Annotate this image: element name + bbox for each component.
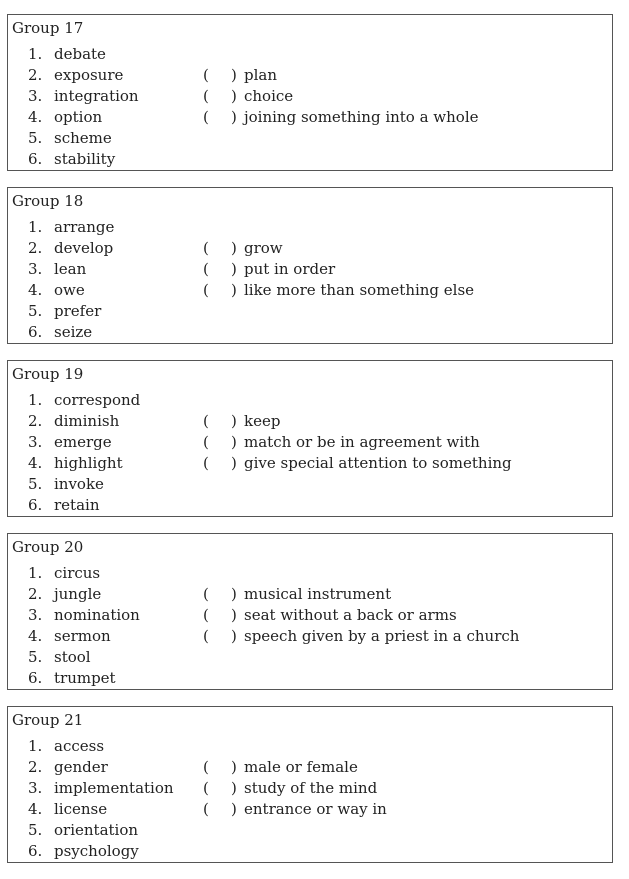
item-number: 5. [28, 302, 43, 320]
definition-text: choice [244, 87, 294, 105]
answer-blank-close-paren: ) [231, 779, 237, 797]
answer-blank-open-paren: ( [203, 87, 209, 105]
answer-blank-close-paren: ) [231, 758, 237, 776]
vocab-word: lean [54, 260, 87, 278]
vocab-word: psychology [54, 842, 139, 860]
word-row [8, 432, 612, 453]
vocab-word: access [54, 737, 105, 755]
answer-blank-open-paren: ( [203, 627, 209, 645]
group-box [7, 533, 613, 690]
word-row [8, 605, 612, 626]
word-row [8, 322, 612, 343]
word-row [8, 128, 612, 149]
group-box [7, 706, 613, 863]
item-number: 2. [28, 758, 43, 776]
word-row [8, 411, 612, 432]
word-row [8, 238, 612, 259]
vocab-word: stool [54, 648, 91, 666]
answer-blank-close-paren: ) [231, 454, 237, 472]
word-row [8, 301, 612, 322]
word-row [8, 841, 612, 862]
definition-text: plan [244, 66, 278, 84]
vocab-word: develop [54, 239, 114, 257]
word-row [8, 495, 612, 516]
group-title: Group 18 [12, 192, 84, 210]
definition-text: like more than something else [244, 281, 475, 299]
item-number: 5. [28, 821, 43, 839]
group-box [7, 14, 613, 171]
vocab-word: retain [54, 496, 100, 514]
item-number: 5. [28, 475, 43, 493]
answer-blank-open-paren: ( [203, 108, 209, 126]
item-number: 6. [28, 323, 43, 341]
answer-blank-close-paren: ) [231, 412, 237, 430]
word-row [8, 280, 612, 301]
word-row [8, 217, 612, 238]
item-number: 4. [28, 108, 43, 126]
item-number: 2. [28, 239, 43, 257]
vocab-word: correspond [54, 391, 141, 409]
vocab-word: highlight [54, 454, 123, 472]
item-number: 2. [28, 412, 43, 430]
item-number: 5. [28, 129, 43, 147]
word-row [8, 149, 612, 170]
vocab-word: integration [54, 87, 139, 105]
answer-blank-close-paren: ) [231, 585, 237, 603]
item-number: 4. [28, 800, 43, 818]
answer-blank-open-paren: ( [203, 260, 209, 278]
item-number: 6. [28, 842, 43, 860]
answer-blank-close-paren: ) [231, 606, 237, 624]
item-number: 2. [28, 66, 43, 84]
word-row [8, 647, 612, 668]
vocab-word: orientation [54, 821, 139, 839]
word-row [8, 757, 612, 778]
definition-text: musical instrument [244, 585, 392, 603]
vocab-word: exposure [54, 66, 124, 84]
group-box [7, 187, 613, 344]
item-number: 1. [28, 45, 43, 63]
word-row [8, 668, 612, 689]
answer-blank-open-paren: ( [203, 800, 209, 818]
item-number: 6. [28, 150, 43, 168]
vocab-word: stability [54, 150, 116, 168]
word-row [8, 390, 612, 411]
answer-blank-open-paren: ( [203, 66, 209, 84]
group-title: Group 21 [12, 711, 84, 729]
definition-text: match or be in agreement with [244, 433, 480, 451]
word-row [8, 626, 612, 647]
answer-blank-close-paren: ) [231, 239, 237, 257]
item-number: 3. [28, 260, 43, 278]
word-row [8, 453, 612, 474]
word-row [8, 799, 612, 820]
item-number: 4. [28, 454, 43, 472]
group-box [7, 360, 613, 517]
vocab-word: prefer [54, 302, 102, 320]
vocab-word: owe [54, 281, 85, 299]
word-row [8, 584, 612, 605]
word-row [8, 259, 612, 280]
word-row [8, 107, 612, 128]
vocab-word: circus [54, 564, 101, 582]
answer-blank-open-paren: ( [203, 412, 209, 430]
definition-text: put in order [244, 260, 336, 278]
item-number: 3. [28, 433, 43, 451]
word-row [8, 86, 612, 107]
definition-text: joining something into a whole [244, 108, 479, 126]
definition-text: seat without a back or arms [244, 606, 457, 624]
item-number: 6. [28, 669, 43, 687]
definition-text: give special attention to something [244, 454, 512, 472]
vocab-word: nomination [54, 606, 140, 624]
vocab-word: diminish [54, 412, 120, 430]
definition-text: grow [244, 239, 283, 257]
answer-blank-open-paren: ( [203, 433, 209, 451]
definition-text: speech given by a priest in a church [244, 627, 520, 645]
definition-text: study of the mind [244, 779, 378, 797]
item-number: 1. [28, 737, 43, 755]
answer-blank-close-paren: ) [231, 260, 237, 278]
vocab-word: gender [54, 758, 108, 776]
item-number: 3. [28, 779, 43, 797]
vocab-word: invoke [54, 475, 104, 493]
vocab-word: debate [54, 45, 106, 63]
item-number: 4. [28, 627, 43, 645]
vocab-word: jungle [54, 585, 102, 603]
definition-text: male or female [244, 758, 358, 776]
group-title: Group 20 [12, 538, 84, 556]
vocab-word: emerge [54, 433, 112, 451]
answer-blank-open-paren: ( [203, 281, 209, 299]
word-row [8, 736, 612, 757]
item-number: 2. [28, 585, 43, 603]
word-row [8, 820, 612, 841]
group-title: Group 19 [12, 365, 84, 383]
item-number: 1. [28, 218, 43, 236]
answer-blank-close-paren: ) [231, 87, 237, 105]
item-number: 3. [28, 606, 43, 624]
item-number: 1. [28, 564, 43, 582]
answer-blank-open-paren: ( [203, 454, 209, 472]
answer-blank-close-paren: ) [231, 108, 237, 126]
item-number: 5. [28, 648, 43, 666]
answer-blank-open-paren: ( [203, 606, 209, 624]
vocab-word: license [54, 800, 108, 818]
item-number: 3. [28, 87, 43, 105]
word-row [8, 65, 612, 86]
answer-blank-open-paren: ( [203, 239, 209, 257]
vocab-word: implementation [54, 779, 174, 797]
vocabulary-matching-sheet [7, 14, 613, 879]
answer-blank-close-paren: ) [231, 433, 237, 451]
word-row [8, 44, 612, 65]
word-row [8, 474, 612, 495]
answer-blank-close-paren: ) [231, 800, 237, 818]
vocab-word: option [54, 108, 103, 126]
answer-blank-open-paren: ( [203, 779, 209, 797]
item-number: 1. [28, 391, 43, 409]
answer-blank-open-paren: ( [203, 585, 209, 603]
answer-blank-close-paren: ) [231, 627, 237, 645]
answer-blank-close-paren: ) [231, 66, 237, 84]
word-row [8, 778, 612, 799]
word-row [8, 563, 612, 584]
vocab-word: scheme [54, 129, 112, 147]
vocab-word: sermon [54, 627, 111, 645]
answer-blank-open-paren: ( [203, 758, 209, 776]
vocab-word: seize [54, 323, 93, 341]
answer-blank-close-paren: ) [231, 281, 237, 299]
vocab-word: trumpet [54, 669, 116, 687]
item-number: 4. [28, 281, 43, 299]
group-title: Group 17 [12, 19, 84, 37]
vocab-word: arrange [54, 218, 115, 236]
definition-text: entrance or way in [244, 800, 387, 818]
item-number: 6. [28, 496, 43, 514]
definition-text: keep [244, 412, 281, 430]
